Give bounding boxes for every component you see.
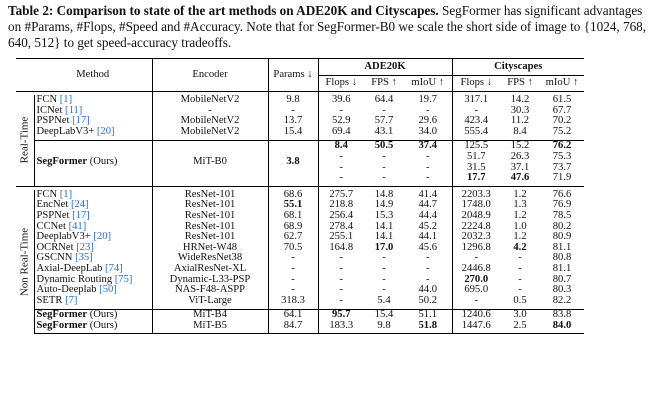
cell-am: 19.7 bbox=[404, 95, 452, 106]
method-name: PSPNet bbox=[36, 209, 70, 221]
method-name: SegFormer bbox=[36, 319, 88, 331]
method-suffix: (Ours) bbox=[89, 156, 118, 168]
cell-cm: 80.2 bbox=[552, 220, 572, 232]
params-cell: - bbox=[268, 253, 318, 264]
cell-afps: - bbox=[382, 273, 386, 285]
cell-cf: 2032.3 bbox=[461, 231, 491, 243]
cell-cf: 2048.9 bbox=[461, 209, 491, 221]
cell-cfps: - bbox=[518, 262, 522, 274]
method-name: Axial-DeepLab bbox=[36, 262, 103, 274]
cell-am: 50.2 bbox=[404, 296, 452, 307]
cell-af: 164.8 bbox=[329, 241, 354, 253]
cell-af: 218.8 bbox=[329, 199, 354, 211]
method-citation[interactable]: [20] bbox=[93, 231, 112, 243]
method-cell bbox=[34, 127, 152, 138]
method-name: DeepLabV3+ bbox=[36, 125, 95, 137]
encoder-cell: MiT-B5 bbox=[152, 321, 268, 332]
method-citation[interactable]: [24] bbox=[70, 199, 89, 211]
encoder-cell: WideResNet38 bbox=[152, 253, 268, 264]
cell-am: 29.6 bbox=[404, 116, 452, 127]
encoder-cell: ResNet-101 bbox=[152, 211, 268, 222]
cell-cf: 2446.8 bbox=[461, 262, 491, 274]
cell-am: - bbox=[404, 106, 452, 117]
cell-afps: 14.8 bbox=[374, 188, 394, 200]
header-params: Params ↓ bbox=[268, 59, 318, 92]
method-citation[interactable]: [7] bbox=[65, 294, 78, 306]
params-cell: 9.8 bbox=[268, 95, 318, 106]
cell-af: - bbox=[339, 294, 344, 306]
cell-am: - bbox=[404, 264, 452, 275]
method-name: EncNet bbox=[36, 199, 69, 211]
encoder-cell: MiT-B0 bbox=[152, 141, 268, 184]
cell-cm: 76.9 bbox=[552, 199, 572, 211]
header-ade-miou: mIoU ↑ bbox=[404, 76, 452, 92]
cell-af: - bbox=[339, 273, 344, 285]
cell-af: 8.4 bbox=[334, 140, 348, 152]
cell-cm: 81.1 bbox=[552, 241, 572, 253]
params-cell: 68.1 bbox=[268, 211, 318, 222]
cell-cm: 67.7 bbox=[552, 104, 572, 116]
cell-cf: 695.0 bbox=[464, 284, 489, 296]
cell-cf: 1296.8 bbox=[461, 241, 491, 253]
cell-cf: 1447.6 bbox=[461, 319, 491, 331]
method-name: SegFormer bbox=[36, 309, 88, 321]
cell-cfps: 47.6 bbox=[510, 172, 530, 184]
method-citation[interactable]: [17] bbox=[72, 209, 90, 221]
encoder-cell: - bbox=[152, 106, 268, 117]
method-name: SETR bbox=[36, 294, 63, 306]
encoder-cell: ResNet-101 bbox=[152, 222, 268, 233]
encoder-cell: AxialResNet-XL bbox=[152, 264, 268, 275]
cell-cfps: 26.3 bbox=[510, 150, 530, 162]
encoder-cell: ResNet-101 bbox=[152, 232, 268, 243]
method-cell bbox=[34, 141, 152, 184]
cell-af: 52.9 bbox=[331, 115, 351, 127]
cell-am: 51.1 bbox=[404, 310, 452, 321]
cell-cf: 2224.8 bbox=[461, 220, 491, 232]
cell-afps: 5.4 bbox=[377, 294, 391, 306]
cell-am: 51.8 bbox=[404, 321, 452, 332]
table-row bbox=[16, 321, 584, 332]
cell-cm: 80.7 bbox=[552, 273, 572, 285]
cell-afps: 14.9 bbox=[374, 199, 394, 211]
params-cell: - bbox=[268, 264, 318, 275]
header-ade-flops: Flops ↓ bbox=[318, 76, 364, 92]
cell-af: 278.4 bbox=[329, 220, 354, 232]
header-ade-fps: FPS ↑ bbox=[364, 76, 404, 92]
cell-af: 183.3 bbox=[329, 319, 354, 331]
cell-afps: 14.1 bbox=[374, 220, 394, 232]
cell-cf: 31.5 bbox=[466, 161, 486, 173]
cell-am: 44.0 bbox=[404, 285, 452, 296]
encoder-cell: ViT-Large bbox=[152, 296, 268, 307]
cell-cfps: 14.2 bbox=[510, 94, 530, 105]
method-citation[interactable]: [75] bbox=[114, 273, 133, 285]
cell-cf: - bbox=[474, 104, 479, 116]
encoder-cell: MobileNetV2 bbox=[152, 127, 268, 138]
cell-af: 39.6 bbox=[331, 94, 351, 105]
cell-am: 37.4 bbox=[404, 141, 452, 152]
cell-afps: 17.0 bbox=[374, 241, 394, 253]
cell-afps: 50.5 bbox=[374, 140, 394, 152]
method-name: ICNet bbox=[36, 104, 63, 116]
method-citation[interactable]: [20] bbox=[96, 125, 115, 137]
method-citation[interactable]: [1] bbox=[59, 188, 73, 200]
group-label-nonrealtime bbox=[16, 190, 34, 334]
group-label-realtime bbox=[16, 95, 34, 186]
cell-cm: 75.3 bbox=[552, 150, 572, 162]
header-method: Method bbox=[34, 59, 152, 92]
comparison-table bbox=[16, 58, 584, 334]
cell-af: - bbox=[339, 262, 344, 274]
cell-cf: 1240.6 bbox=[461, 309, 491, 321]
method-name: GSCNN bbox=[36, 252, 73, 264]
cell-cfps: 37.1 bbox=[510, 161, 530, 173]
table-caption bbox=[8, 3, 648, 51]
header-encoder: Encoder bbox=[152, 59, 268, 92]
method-suffix: (Ours) bbox=[89, 309, 118, 321]
params-cell: 64.1 bbox=[268, 310, 318, 321]
cell-cm: 80.8 bbox=[552, 252, 572, 264]
cell-am: 44.4 bbox=[404, 211, 452, 222]
cell-cm: 78.5 bbox=[552, 209, 572, 221]
cell-af: - bbox=[339, 104, 344, 116]
cell-am: 45.2 bbox=[404, 222, 452, 233]
method-suffix: (Ours) bbox=[89, 319, 118, 331]
params-cell: 55.1 bbox=[268, 200, 318, 211]
encoder-cell: Dynamic-L33-PSP bbox=[152, 275, 268, 286]
cell-afps: 57.7 bbox=[374, 115, 394, 127]
cell-afps: 15.4 bbox=[374, 309, 394, 321]
cell-afps: 43.1 bbox=[374, 125, 394, 137]
cell-afps: - bbox=[382, 252, 386, 264]
params-cell: 15.4 bbox=[268, 127, 318, 138]
cell-af: 95.7 bbox=[331, 309, 351, 321]
method-name: PSPNet bbox=[36, 115, 70, 127]
cell-cm: 71.9 bbox=[552, 172, 572, 184]
method-cell bbox=[34, 296, 152, 307]
method-citation[interactable]: [17] bbox=[72, 115, 90, 127]
cell-cm: 75.2 bbox=[552, 125, 572, 137]
cell-cm: 84.0 bbox=[552, 319, 572, 331]
caption-title: Comparison to state of the art methods on ADE20K and Cityscapes. bbox=[56, 3, 439, 18]
cell-cm: 82.2 bbox=[552, 294, 572, 306]
cell-af: - bbox=[339, 284, 344, 296]
header-ade20k: ADE20K bbox=[318, 59, 452, 76]
cell-cfps: - bbox=[518, 252, 522, 264]
cell-afps: - bbox=[382, 172, 386, 184]
method-citation[interactable]: [41] bbox=[68, 220, 87, 232]
group-label-text: Real-Time bbox=[18, 117, 31, 164]
table-row bbox=[16, 243, 584, 254]
encoder-cell: ResNet-101 bbox=[152, 190, 268, 201]
method-citation[interactable]: [23] bbox=[76, 241, 94, 253]
cell-cm: 73.7 bbox=[552, 161, 572, 173]
method-name: Dynamic Routing bbox=[36, 273, 113, 285]
encoder-cell: MobileNetV2 bbox=[152, 95, 268, 106]
cell-cm: 61.5 bbox=[552, 94, 572, 105]
encoder-cell: MiT-B4 bbox=[152, 310, 268, 321]
cell-af: 69.4 bbox=[331, 125, 351, 137]
cell-am: 41.4 bbox=[404, 190, 452, 201]
cell-cm: 80.9 bbox=[552, 231, 572, 243]
header-city-fps: FPS ↑ bbox=[500, 76, 540, 92]
cell-am: - bbox=[404, 173, 452, 184]
cell-af: - bbox=[339, 172, 344, 184]
params-cell: 62.7 bbox=[268, 232, 318, 243]
cell-cfps: 3.0 bbox=[513, 309, 527, 321]
cell-cfps: 2.5 bbox=[513, 319, 527, 331]
method-name: FCN bbox=[36, 94, 58, 105]
group-label-text: Non Real-Time bbox=[18, 227, 31, 297]
cell-afps: - bbox=[382, 150, 386, 162]
cell-am: 45.6 bbox=[404, 243, 452, 254]
cell-cfps: 15.2 bbox=[510, 140, 530, 152]
cell-cfps: 1.2 bbox=[513, 188, 527, 200]
params-cell: 68.6 bbox=[268, 190, 318, 201]
cell-afps: - bbox=[382, 284, 386, 296]
cell-af: 275.7 bbox=[329, 188, 354, 200]
cell-cf: 51.7 bbox=[466, 150, 486, 162]
cell-cf: 17.7 bbox=[466, 172, 486, 184]
cell-cf: 555.4 bbox=[464, 125, 489, 137]
encoder-cell: NAS-F48-ASPP bbox=[152, 285, 268, 296]
encoder-cell: MobileNetV2 bbox=[152, 116, 268, 127]
table-row bbox=[16, 95, 584, 106]
params-cell: 3.8 bbox=[268, 141, 318, 184]
cell-afps: - bbox=[382, 262, 386, 274]
cell-cfps: - bbox=[518, 273, 522, 285]
caption-label: Table 2: bbox=[8, 3, 54, 18]
cell-cfps: 30.3 bbox=[510, 104, 530, 116]
cell-cm: 83.8 bbox=[552, 309, 572, 321]
cell-cm: 70.2 bbox=[552, 115, 572, 127]
cell-cfps: 8.4 bbox=[513, 125, 527, 137]
cell-cf: 2203.3 bbox=[461, 188, 491, 200]
cell-cf: 270.0 bbox=[464, 273, 489, 285]
cell-afps: 15.3 bbox=[374, 209, 394, 221]
params-cell: - bbox=[268, 106, 318, 117]
method-name: DeeplabV3+ bbox=[36, 231, 91, 243]
cell-cfps: 11.2 bbox=[510, 115, 530, 127]
cell-cfps: 1.3 bbox=[513, 199, 527, 211]
cell-cm: 80.3 bbox=[552, 284, 572, 296]
cell-af: - bbox=[339, 161, 344, 173]
cell-afps: 9.8 bbox=[377, 319, 391, 331]
cell-cf: - bbox=[474, 294, 479, 306]
params-cell: 13.7 bbox=[268, 116, 318, 127]
cell-cf: 317.1 bbox=[464, 94, 489, 105]
cell-afps: 14.1 bbox=[374, 231, 394, 243]
header-city-flops: Flops ↓ bbox=[452, 76, 500, 92]
method-citation[interactable]: [11] bbox=[65, 104, 83, 116]
cell-am: - bbox=[404, 152, 452, 163]
cell-cfps: 4.2 bbox=[513, 241, 527, 253]
method-name: Auto-Deeplab bbox=[36, 284, 97, 296]
method-name: OCRNet bbox=[36, 241, 74, 253]
cell-cm: 76.6 bbox=[552, 188, 572, 200]
cell-cfps: 1.2 bbox=[513, 209, 527, 221]
params-cell: 84.7 bbox=[268, 321, 318, 332]
method-citation[interactable]: [35] bbox=[75, 252, 93, 264]
method-citation[interactable]: [50] bbox=[99, 284, 117, 296]
table-row bbox=[16, 127, 584, 138]
cell-af: 256.4 bbox=[329, 209, 354, 221]
method-cell bbox=[34, 321, 152, 332]
cell-am: - bbox=[404, 253, 452, 264]
cell-cf: 423.4 bbox=[464, 115, 489, 127]
cell-am: - bbox=[404, 275, 452, 286]
cell-cf: 125.5 bbox=[464, 140, 489, 152]
cell-afps: - bbox=[382, 161, 386, 173]
cell-afps: 64.4 bbox=[374, 94, 394, 105]
caption-text: SegFormer has significant advantages on #Params, #Flops, #Speed and #Accuracy. Note that for SegFormer-B0 we scale the short side of image to {1024, 768, 640, 512} to get speed-accuracy tradeoffs. bbox=[8, 3, 647, 50]
cell-cfps: 1.2 bbox=[513, 231, 527, 243]
method-name: FCN bbox=[36, 188, 58, 200]
cell-am: 44.1 bbox=[404, 232, 452, 243]
cell-cfps: - bbox=[518, 284, 522, 296]
cell-af: 255.1 bbox=[329, 231, 354, 243]
cell-af: - bbox=[339, 150, 344, 162]
method-citation[interactable]: [1] bbox=[59, 94, 73, 105]
method-name: SegFormer bbox=[36, 156, 88, 168]
cell-cfps: 0.5 bbox=[513, 294, 527, 306]
table-row bbox=[16, 141, 584, 152]
header-city-miou: mIoU ↑ bbox=[540, 76, 584, 92]
params-cell: 70.5 bbox=[268, 243, 318, 254]
cell-cm: 76.2 bbox=[552, 140, 572, 152]
encoder-cell: ResNet-101 bbox=[152, 200, 268, 211]
cell-cf: 1748.0 bbox=[461, 199, 491, 211]
cell-afps: - bbox=[382, 104, 386, 116]
cell-cf: - bbox=[474, 252, 479, 264]
params-cell: 318.3 bbox=[268, 296, 318, 307]
params-cell: 68.9 bbox=[268, 222, 318, 233]
params-cell: - bbox=[268, 285, 318, 296]
cell-cfps: 1.0 bbox=[513, 220, 527, 232]
table-row bbox=[16, 211, 584, 222]
cell-am: 34.0 bbox=[404, 127, 452, 138]
cell-am: 44.7 bbox=[404, 200, 452, 211]
header-cityscapes: Cityscapes bbox=[452, 59, 584, 76]
cell-cm: 81.1 bbox=[552, 262, 572, 274]
encoder-cell: HRNet-W48 bbox=[152, 243, 268, 254]
params-cell: - bbox=[268, 275, 318, 286]
method-citation[interactable]: [74] bbox=[105, 262, 123, 274]
cell-af: - bbox=[339, 252, 344, 264]
cell-am: - bbox=[404, 163, 452, 174]
table-row bbox=[16, 296, 584, 307]
method-name: CCNet bbox=[36, 220, 66, 232]
